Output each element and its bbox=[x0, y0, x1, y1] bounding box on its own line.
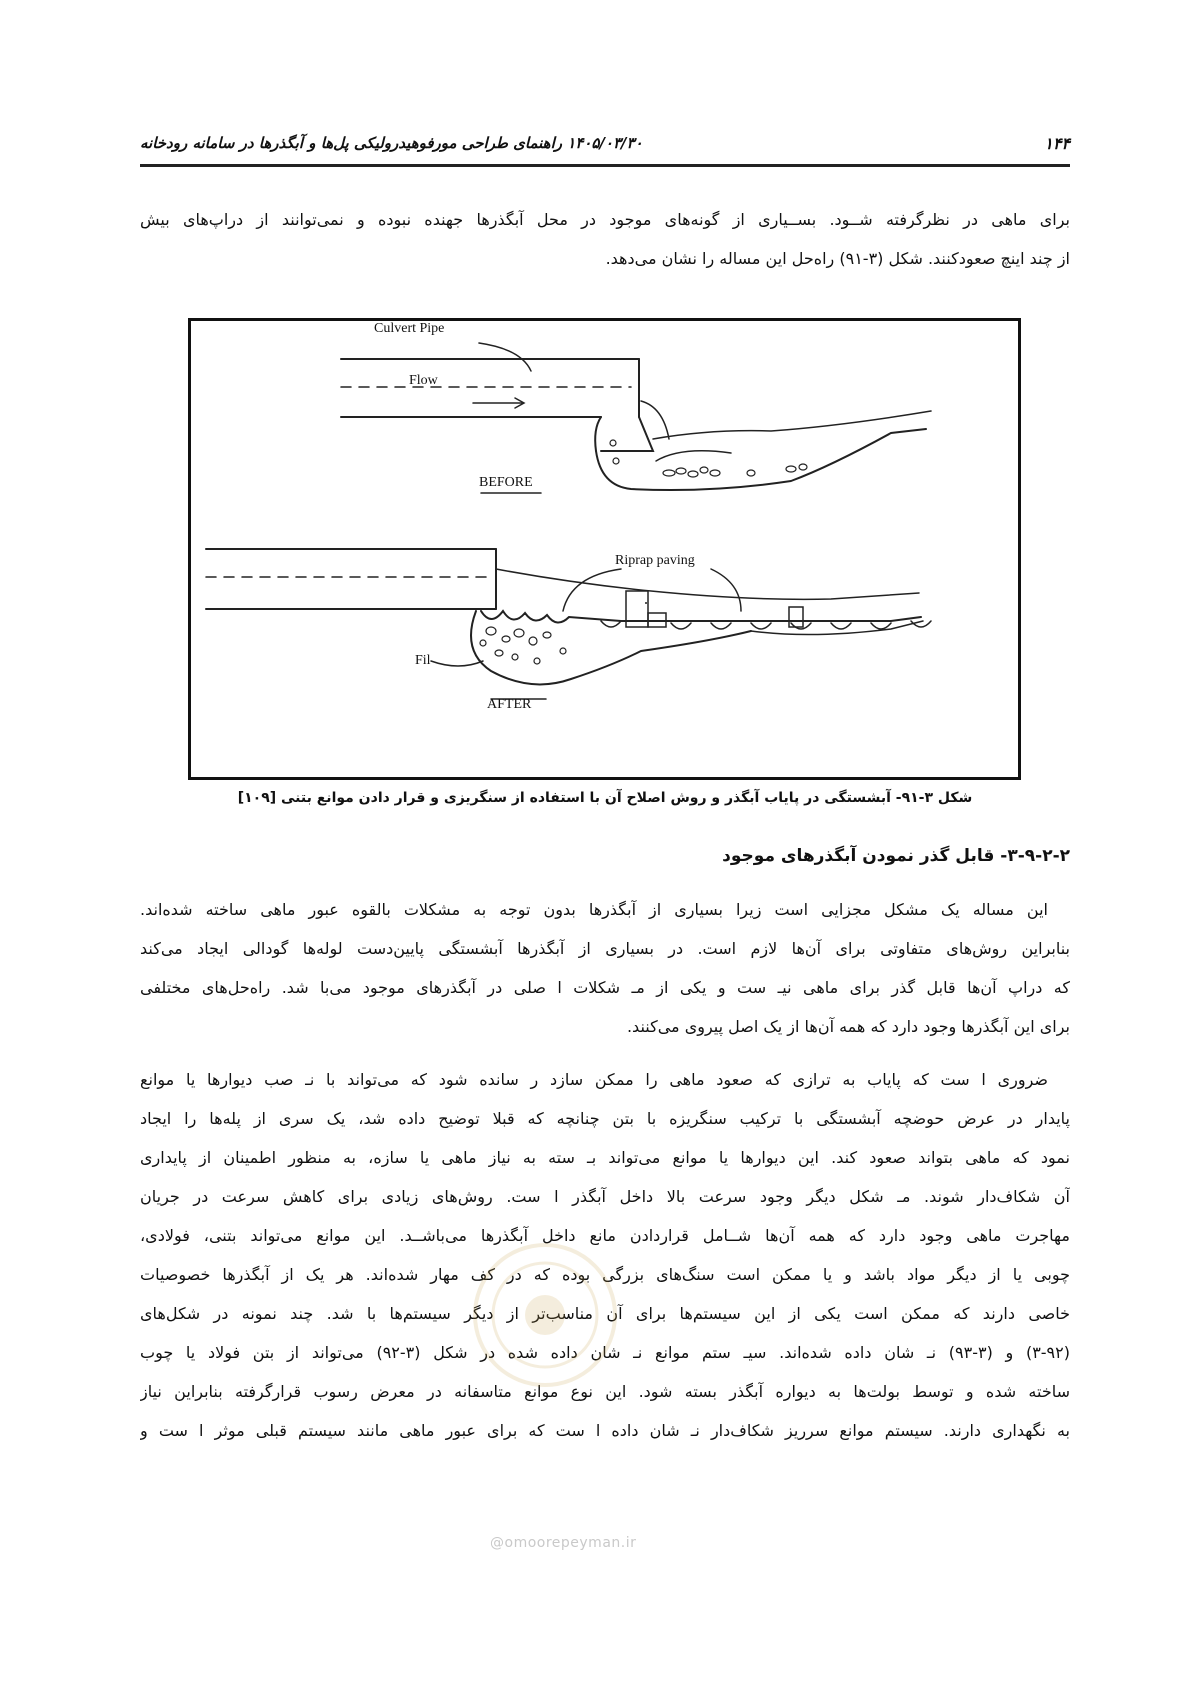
text-line: پایدار در عرض حوضچه آبشستگی با ترکیب سنگریزه با بتن چنانچه که قبلا توضیح داده شد، یک سری از پله‌ها را ایجاد bbox=[140, 1109, 1070, 1128]
figure-caption: شکل ۳-۹۱- آبشستگی در پایاب آبگذر و روش اصلاح آن با استفاده از سنگریزی و قرار دادن موانع بتنی [۱۰۹] bbox=[237, 790, 973, 806]
text-line: به نگهداری دارند. سیستم موانع سرریز شکاف‌دار نـ شان داده ا ست که برای عبور ماهی مانند سیستم قبلی موثر ا ست و bbox=[140, 1421, 1070, 1440]
fill-rocks bbox=[480, 627, 566, 664]
watermark-seal-icon bbox=[470, 1240, 620, 1390]
label-after: AFTER bbox=[487, 697, 532, 712]
label-before: BEFORE bbox=[479, 475, 533, 490]
running-title: ۱۴۰۵/۰۳/۳۰ راهنمای طراحی مورفوهیدرولیکی پل‌ها و آبگذرها در سامانه رودخانه bbox=[140, 134, 643, 152]
fill-outline bbox=[471, 611, 751, 684]
text-line: از چند اینچ صعودکنند. شکل (۳-۹۱) راه‌حل این مساله را نشان می‌دهد. bbox=[605, 249, 1070, 268]
text-line: آن شکاف‌دار شوند. مـ شکل دیگر وجود سرعت بالا داخل آبگذر ا ست. روش‌های زیادی برای کاهش سرعت در جریان bbox=[140, 1187, 1070, 1206]
text-line: خاصی دارند که ممکن است یکی از این سیستم‌ها برای آن مناسب‌تر از دیگر سیستم‌ها با شد. چند نمونه در شکل‌های bbox=[140, 1304, 1070, 1323]
text-line: که دراپ آن‌ها قابل گذر برای ماهی نیـ ست و یکی از مـ شکلات ا صلی در آبگذرهای موجود می‌با شد. راه‌حل‌های مختلفی bbox=[140, 978, 1070, 997]
label-fil: Fil bbox=[415, 653, 431, 668]
body-paragraph-1 bbox=[140, 890, 1070, 1046]
text-line: نمود که ماهی بتواند صعود کند. این دیوارها یا موانع می‌تواند بـ سته به نیاز ماهی یا سازه، به منظور اطمینان از پایداری bbox=[140, 1148, 1070, 1167]
text-line: (۳-۹۲) و (۳-۹۳) نـ شان داده شده‌اند. سیـ ستم موانع نـ شان داده شده در شکل (۳-۹۲) می‌تواند از بتن فولاد یا چوب bbox=[140, 1343, 1070, 1362]
label-flow: Flow bbox=[409, 373, 438, 388]
label-riprap-paving: Riprap paving bbox=[615, 553, 695, 568]
pool-arrow bbox=[656, 451, 731, 461]
riprap-scallops bbox=[601, 621, 931, 629]
text-line: برای ماهی در نظرگرفته شــود. بســیاری از گونه‌های موجود در محل آبگذرها جهنده نبوده و نمی‌توانند از دراپ‌های بیش bbox=[140, 210, 1070, 229]
outlet-drop-line bbox=[595, 417, 601, 451]
section-heading: ۳-۹-۲-۲- قابل گذر نمودن آبگذرهای موجود bbox=[722, 846, 1070, 866]
text-line: مهاجرت ماهی وجود دارد که همه آن‌ها شــامل قراردادن مانع داخل آبگذرها می‌باشــد. این موانع می‌تواند بتنی، فولادی، bbox=[140, 1226, 1070, 1245]
fil-pointer bbox=[431, 661, 483, 666]
text-line: بنابراین روش‌های متفاوتی برای آن‌ها لازم است. در بسیاری از آبگذرها آبشستگی پایین‌دست لوله‌ها گودالی ایجاد می‌کند bbox=[140, 939, 1070, 958]
culvert-diagram bbox=[191, 321, 1024, 783]
watermark-text: @omoorepeyman.ir bbox=[490, 1535, 637, 1551]
outlet-lip bbox=[601, 417, 653, 451]
label-culvert-pipe: Culvert Pipe bbox=[374, 321, 445, 336]
text-line: ضروری ا ست که پایاب به ترازی که صعود ماهی را ممکن سازد ر سانده شود که می‌تواند با نـ صب دیوارها یا موانع bbox=[140, 1070, 1048, 1089]
water-surface-after bbox=[496, 569, 919, 599]
page-number: ۱۴۴ bbox=[1044, 134, 1070, 153]
text-line: ساخته شده و توسط بولت‌ها به دیواره آبگذر بسته شود. این نوع موانع متاسفانه در معرض رسوب قرارگرفته بنابراین نیاز bbox=[140, 1382, 1070, 1401]
figure-culvert-scour bbox=[188, 318, 1021, 780]
text-line: چوبی یا از دیگر مواد باشد و یا ممکن است سنگ‌های بزرگی بوده که در کف مهار شده‌اند. هر یک از آبگذرها خصوصیات bbox=[140, 1265, 1070, 1284]
rocks-before bbox=[610, 440, 807, 477]
riprap-pointer-left bbox=[563, 569, 621, 611]
riprap-pointer-right bbox=[711, 569, 741, 611]
page-header bbox=[140, 126, 1070, 166]
intro-paragraph bbox=[140, 200, 1070, 278]
culvert-pointer bbox=[479, 343, 531, 371]
riprap-line bbox=[481, 611, 921, 623]
text-line: برای این آبگذرها وجود دارد که همه آن‌ها از یک اصل پیروی می‌کنند. bbox=[626, 1017, 1070, 1036]
scour-bed-before bbox=[596, 429, 926, 490]
header-rule bbox=[140, 164, 1070, 167]
text-line: این مساله یک مشکل مجزایی است زیرا بسیاری از آبگذرها بدون توجه به مشکلات بالقوه عبور ماهی ساخته شده‌اند. bbox=[140, 900, 1048, 919]
